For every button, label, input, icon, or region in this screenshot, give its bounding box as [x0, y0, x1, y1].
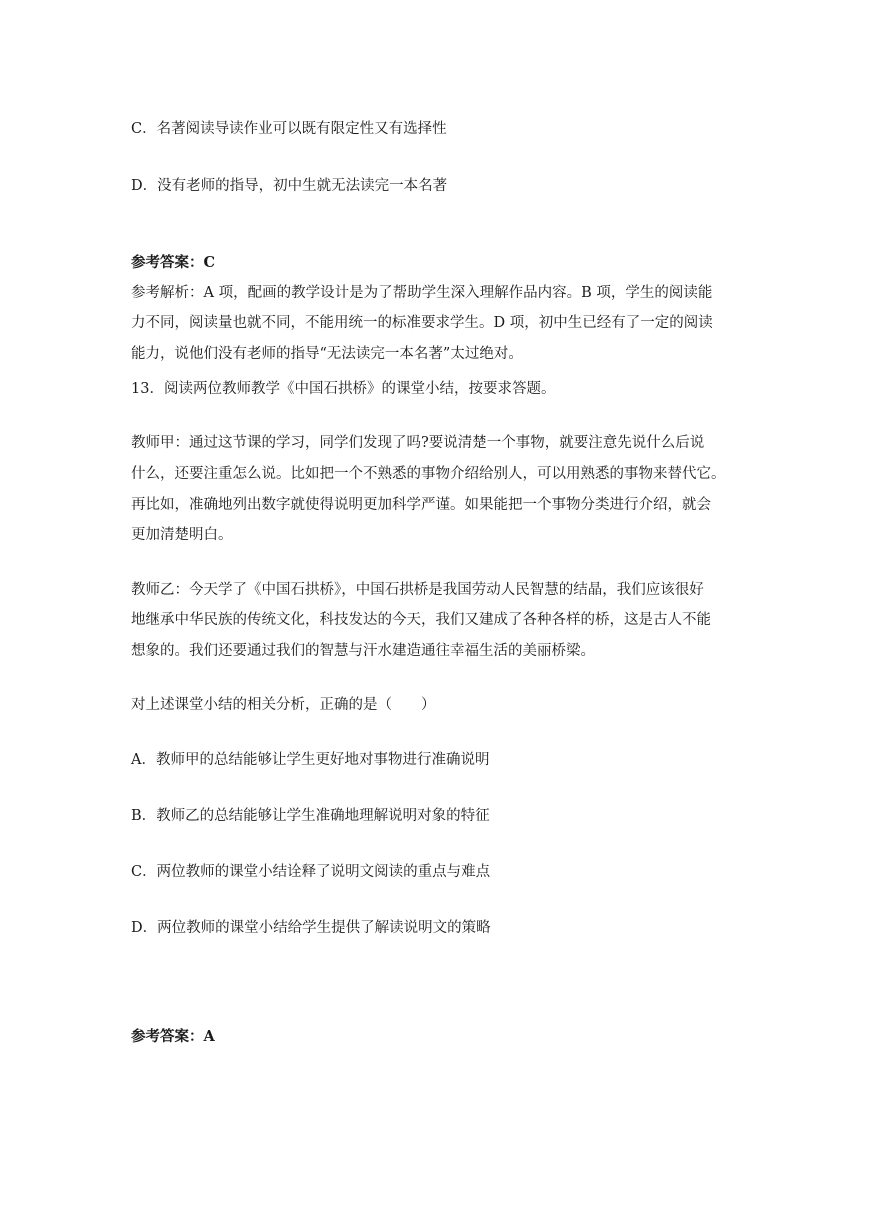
option-d-prev: D．没有老师的指导，初中生就无法读完一本名著 — [131, 178, 448, 194]
teacher-b-line-2: 地继承中华民族的传统文化，科技发达的今天，我们又建成了各种各样的桥，这是古人不能 — [131, 612, 711, 628]
option-c: C．两位教师的课堂小结诠释了说明文阅读的重点与难点 — [131, 864, 491, 880]
answer-q12: 参考答案：C — [131, 254, 216, 271]
answer-q13: 参考答案：A — [131, 1028, 215, 1045]
option-b: B．教师乙的总结能够让学生准确地理解说明对象的特征 — [131, 808, 490, 824]
analysis-line-2: 力不同，阅读量也就不同，不能用统一的标准要求学生。D 项，初中生已经有了一定的阅读 — [131, 315, 713, 331]
teacher-b-line-3: 想象的。我们还要通过我们的智慧与汗水建造通往幸福生活的美丽桥梁。 — [131, 643, 595, 659]
analysis-line-1: 参考解析：A 项，配画的教学设计是为了帮助学生深入理解作品内容。B 项，学生的阅读能 — [131, 285, 713, 301]
analysis-line-3: 能力，说他们没有老师的指导“无法读完一本名著”太过绝对。 — [131, 346, 523, 362]
option-a: A．教师甲的总结能够让学生更好地对事物进行准确说明 — [131, 752, 490, 768]
question-13-prompt: 对上述课堂小结的相关分析，正确的是（ ） — [131, 697, 436, 713]
teacher-a-line-2: 什么，还要注重怎么说。比如把一个不熟悉的事物介绍给别人，可以用熟悉的事物来替代它。 — [131, 466, 726, 482]
option-c-prev: C．名著阅读导读作业可以既有限定性又有选择性 — [131, 121, 447, 137]
teacher-a-line-1: 教师甲：通过这节课的学习，同学们发现了吗?要说清楚一个事物，就要注意先说什么后说 — [131, 435, 705, 451]
teacher-a-line-4: 更加清楚明白。 — [131, 527, 233, 543]
question-13-stem: 13．阅读两位教师教学《中国石拱桥》的课堂小结，按要求答题。 — [131, 381, 556, 397]
teacher-a-line-3: 再比如，准确地列出数字就使得说明更加科学严谨。如果能把一个事物分类进行介绍，就会 — [131, 497, 711, 513]
option-d: D．两位教师的课堂小结给学生提供了解读说明文的策略 — [131, 920, 491, 936]
teacher-b-line-1: 教师乙：今天学了《中国石拱桥》，中国石拱桥是我国劳动人民智慧的结晶，我们应该很好 — [131, 582, 704, 598]
